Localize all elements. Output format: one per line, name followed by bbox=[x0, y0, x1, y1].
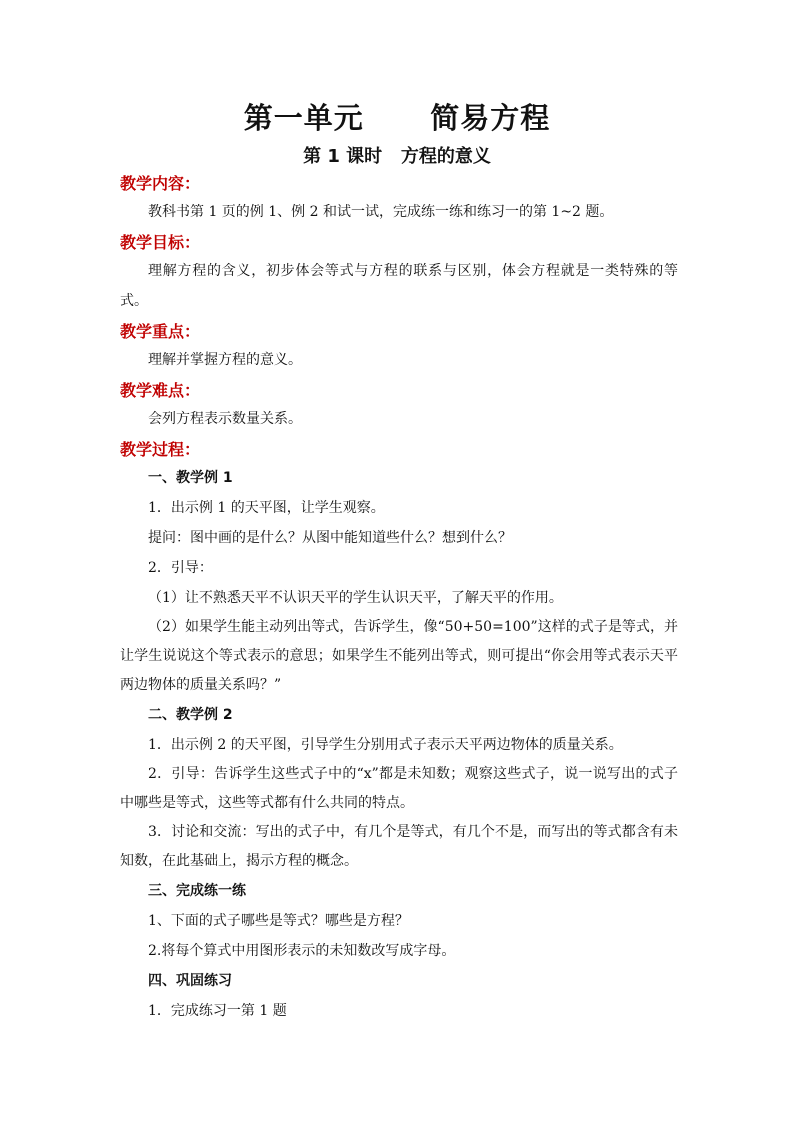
part1-question: 提问：图中画的是什么？从图中能知道些什么？想到什么？ bbox=[148, 530, 512, 546]
part1-title: 一、教学例 1 bbox=[148, 470, 233, 486]
part4-item1: 1．完成练习一第 1 题 bbox=[148, 1003, 287, 1019]
part2-title: 二、教学例 2 bbox=[148, 707, 233, 723]
section-heading-content: 教学内容： bbox=[120, 174, 201, 193]
part2-step1: 1．出示例 2 的天平图，引导学生分别用式子表示天平两边物体的质量关系。 bbox=[148, 737, 623, 753]
part1-step2: 2．引导： bbox=[148, 560, 213, 576]
content-text: 教科书第 1 页的例 1、例 2 和试一试，完成练一练和练习一的第 1~2 题。 bbox=[148, 204, 614, 220]
difficulty-text: 会列方程表示数量关系。 bbox=[148, 411, 302, 427]
goal-text: 理解方程的含义，初步体会等式与方程的联系与区别，体会方程就是一类特殊的等式。 bbox=[120, 263, 678, 309]
page-title: 第一单元 简易方程 bbox=[243, 101, 551, 135]
section-heading-key: 教学重点： bbox=[120, 322, 201, 341]
part3-item2: 2.将每个算式中用图形表示的未知数改写成字母。 bbox=[148, 943, 456, 959]
part3-title: 三、完成练一练 bbox=[148, 883, 246, 899]
part1-guide2: （2）如果学生能主动列出等式，告诉学生，像“50+50=100”这样的式子是等式，并让学生说说这个等式表示的意思；如果学生不能列出等式，则可提出“你会用等式表示天平两边物体的质量关系吗？” bbox=[120, 619, 678, 693]
key-text: 理解并掌握方程的意义。 bbox=[148, 352, 302, 368]
section-heading-process: 教学过程： bbox=[120, 440, 201, 459]
part2-step2: 2．引导：告诉学生这些式子中的“x”都是未知数；观察这些式子，说一说写出的式子中哪些是等式，这些等式都有什么共同的特点。 bbox=[120, 766, 678, 811]
section-heading-goal: 教学目标： bbox=[120, 233, 201, 252]
part2-step3: 3．讨论和交流：写出的式子中，有几个是等式，有几个不是，而写出的等式都含有未知数，在此基础上，揭示方程的概念。 bbox=[120, 824, 678, 869]
document-body bbox=[120, 170, 678, 1026]
part3-item1: 1、下面的式子哪些是等式？哪些是方程？ bbox=[148, 913, 409, 929]
part1-guide1: （1）让不熟悉天平不认识天平的学生认识天平，了解天平的作用。 bbox=[148, 590, 563, 606]
part4-title: 四、巩固练习 bbox=[148, 973, 232, 989]
lesson-subtitle: 第 1 课时 方程的意义 bbox=[303, 146, 491, 167]
section-heading-difficulty: 教学难点： bbox=[120, 381, 201, 400]
part1-step1: 1．出示例 1 的天平图，让学生观察。 bbox=[148, 500, 385, 516]
